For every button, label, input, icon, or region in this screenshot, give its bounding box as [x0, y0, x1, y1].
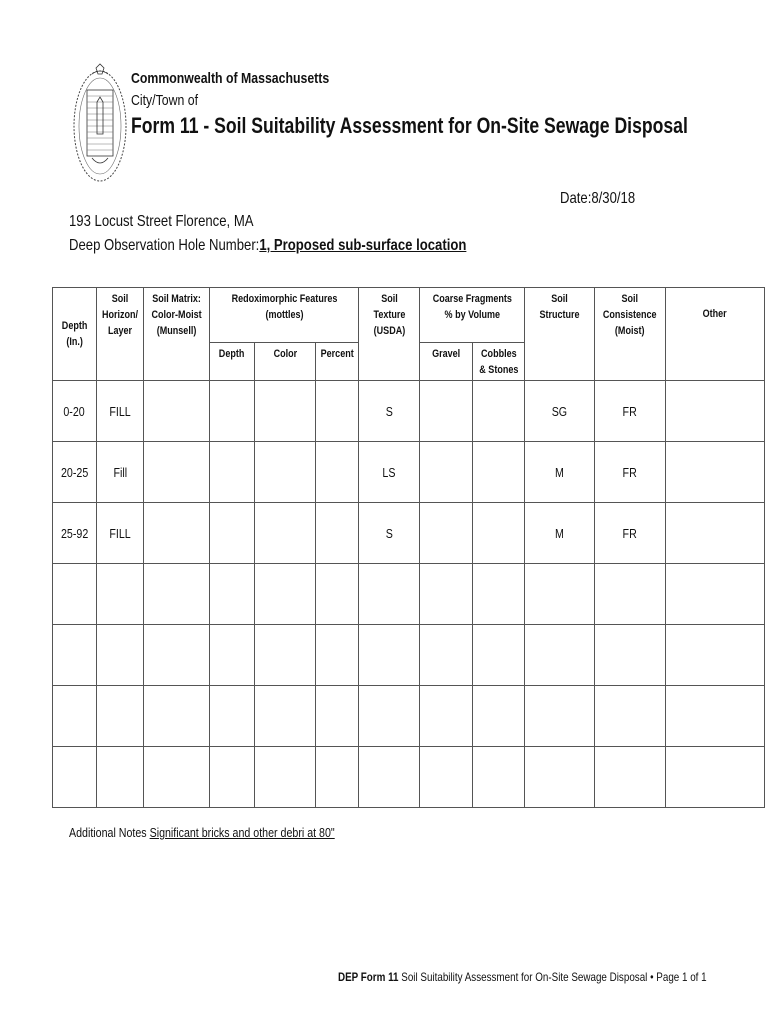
cell-matrix — [144, 564, 210, 625]
hole-label: Deep Observation Hole Number: — [69, 237, 260, 254]
cell-structure: M — [525, 442, 595, 503]
cell-depth: 25-92 — [53, 503, 97, 564]
cell-cobbles — [473, 503, 525, 564]
cell-texture: LS — [359, 442, 420, 503]
cell-horizon — [97, 686, 144, 747]
cell-depth — [53, 686, 97, 747]
city-town-label: City/Town of — [131, 92, 198, 109]
cell-structure: SG — [525, 381, 595, 442]
cell-gravel — [420, 686, 473, 747]
cell-texture — [359, 686, 420, 747]
cell-rpercent — [316, 564, 359, 625]
col-cobbles-header: Cobbles & Stones — [473, 343, 525, 381]
col-matrix-header: Soil Matrix: Color-Moist (Munsell) — [144, 288, 210, 381]
page-footer — [338, 970, 707, 984]
cell-structure — [525, 625, 595, 686]
additional-notes — [69, 825, 335, 840]
cell-gravel — [420, 503, 473, 564]
cell-structure — [525, 747, 595, 808]
notes-value: Significant bricks and other debri at 80" — [149, 825, 335, 840]
col-redox-color-header: Color — [255, 343, 316, 381]
table-row — [53, 625, 765, 686]
cell-consistence — [595, 686, 666, 747]
col-texture-header: Soil Texture (USDA) — [359, 288, 420, 381]
cell-matrix — [144, 625, 210, 686]
cell-consistence — [595, 747, 666, 808]
cell-matrix — [144, 503, 210, 564]
cell-rdepth — [210, 625, 255, 686]
cell-matrix — [144, 381, 210, 442]
col-coarse-header: Coarse Fragments % by Volume — [420, 288, 525, 343]
cell-depth — [53, 564, 97, 625]
cell-rpercent — [316, 381, 359, 442]
col-redox-header: Redoximorphic Features (mottles) — [210, 288, 359, 343]
address-line: 193 Locust Street Florence, MA — [69, 213, 254, 230]
cell-texture: S — [359, 503, 420, 564]
table-row — [53, 686, 765, 747]
cell-depth — [53, 747, 97, 808]
massachusetts-seal-icon — [70, 62, 128, 186]
cell-rdepth — [210, 381, 255, 442]
cell-structure — [525, 564, 595, 625]
notes-label: Additional Notes — [69, 825, 150, 840]
cell-rcolor — [255, 747, 316, 808]
col-gravel-header: Gravel — [420, 343, 473, 381]
cell-depth — [53, 625, 97, 686]
cell-horizon — [97, 625, 144, 686]
cell-consistence: FR — [595, 442, 666, 503]
cell-cobbles — [473, 625, 525, 686]
cell-consistence — [595, 625, 666, 686]
cell-rpercent — [316, 747, 359, 808]
cell-rdepth — [210, 747, 255, 808]
col-redox-percent-header: Percent — [316, 343, 359, 381]
cell-matrix — [144, 442, 210, 503]
cell-depth: 20-25 — [53, 442, 97, 503]
footer-form-name: DEP Form 11 — [338, 970, 399, 984]
cell-texture — [359, 564, 420, 625]
cell-cobbles — [473, 686, 525, 747]
cell-rdepth — [210, 686, 255, 747]
cell-other — [666, 625, 765, 686]
cell-structure — [525, 686, 595, 747]
col-structure-header: Soil Structure — [525, 288, 595, 381]
cell-rdepth — [210, 564, 255, 625]
cell-other — [666, 686, 765, 747]
cell-texture — [359, 747, 420, 808]
cell-gravel — [420, 564, 473, 625]
cell-horizon — [97, 564, 144, 625]
cell-matrix — [144, 747, 210, 808]
cell-cobbles — [473, 442, 525, 503]
cell-consistence — [595, 564, 666, 625]
table-row — [53, 747, 765, 808]
cell-rcolor — [255, 503, 316, 564]
cell-rcolor — [255, 381, 316, 442]
date-value: 8/30/18 — [591, 190, 636, 207]
cell-other — [666, 503, 765, 564]
col-horizon-header: Soil Horizon/ Layer — [97, 288, 144, 381]
cell-gravel — [420, 747, 473, 808]
soil-log-table — [52, 287, 765, 808]
cell-rpercent — [316, 625, 359, 686]
table-row — [53, 442, 765, 503]
table-row — [53, 381, 765, 442]
cell-horizon — [97, 747, 144, 808]
date-field — [560, 190, 635, 208]
cell-rcolor — [255, 625, 316, 686]
col-other-header: Other — [666, 288, 765, 381]
form-title: Form 11 - Soil Suitability Assessment for On-Site Sewage Disposal — [131, 113, 688, 138]
cell-other — [666, 564, 765, 625]
cell-other — [666, 381, 765, 442]
cell-cobbles — [473, 381, 525, 442]
cell-horizon: FILL — [97, 381, 144, 442]
cell-rdepth — [210, 503, 255, 564]
hole-value: 1, Proposed sub-surface location — [259, 237, 467, 254]
cell-rpercent — [316, 442, 359, 503]
observation-hole-field — [69, 237, 466, 255]
cell-cobbles — [473, 747, 525, 808]
cell-texture — [359, 625, 420, 686]
table-row — [53, 564, 765, 625]
cell-rdepth — [210, 442, 255, 503]
date-label: Date: — [560, 190, 592, 207]
cell-rpercent — [316, 503, 359, 564]
cell-gravel — [420, 625, 473, 686]
col-redox-depth-header: Depth — [210, 343, 255, 381]
table-row — [53, 503, 765, 564]
cell-rpercent — [316, 686, 359, 747]
cell-horizon: Fill — [97, 442, 144, 503]
cell-gravel — [420, 381, 473, 442]
cell-depth: 0-20 — [53, 381, 97, 442]
col-depth-header: Depth (In.) — [53, 288, 97, 381]
cell-rcolor — [255, 686, 316, 747]
cell-rcolor — [255, 442, 316, 503]
cell-consistence: FR — [595, 381, 666, 442]
cell-matrix — [144, 686, 210, 747]
cell-gravel — [420, 442, 473, 503]
commonwealth-heading: Commonwealth of Massachusetts — [131, 70, 330, 87]
cell-cobbles — [473, 564, 525, 625]
cell-horizon: FILL — [97, 503, 144, 564]
cell-rcolor — [255, 564, 316, 625]
cell-consistence: FR — [595, 503, 666, 564]
cell-structure: M — [525, 503, 595, 564]
cell-other — [666, 442, 765, 503]
cell-other — [666, 747, 765, 808]
footer-text: Soil Suitability Assessment for On-Site Sewage Disposal • Page 1 of 1 — [398, 970, 707, 984]
cell-texture: S — [359, 381, 420, 442]
col-consistence-header: Soil Consistence (Moist) — [595, 288, 666, 381]
